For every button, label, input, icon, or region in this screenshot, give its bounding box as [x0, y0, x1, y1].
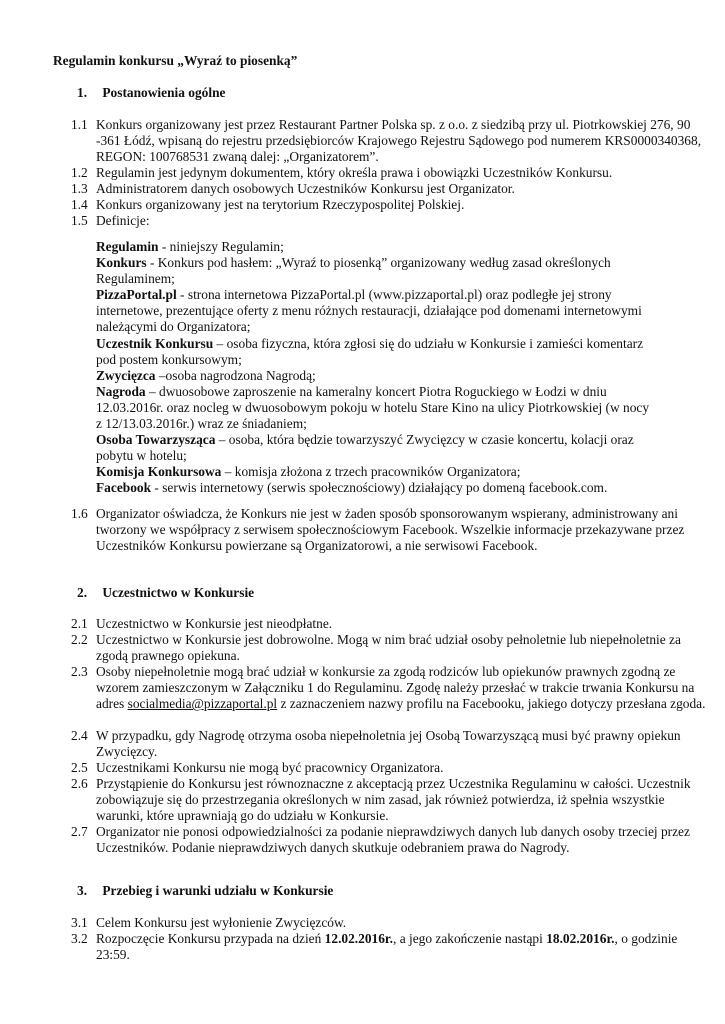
item-number: 1.4 [71, 197, 88, 212]
definition-item [96, 336, 656, 368]
section-3-heading [77, 883, 333, 899]
list-item [71, 117, 711, 165]
item-text [96, 664, 708, 712]
section-1-heading [77, 85, 225, 101]
list-item [71, 632, 711, 664]
definition-item [96, 464, 656, 480]
list-item [71, 197, 711, 213]
item-number: 2.6 [71, 776, 88, 791]
item-text-part: Osoby niepełnoletnie mogą brać udział w konkursie za zgodą rodziców lub opiekunów prawnych zgodną ze wzorem zamieszczonym w Załączniku 1 do Regulaminu. Zgodę należy przesłać w trakcie trwania Konkursu na adres [96, 664, 695, 712]
section-title: Uczestnictwo w Konkursie [102, 585, 255, 600]
list-item [71, 728, 711, 760]
item-text-part: , o godzinie 23:59. [96, 931, 678, 963]
item-number: 2.7 [71, 824, 88, 839]
definition-text: – komisja złożona z trzech pracowników Organizatora; [221, 464, 521, 480]
section-title: Przebieg i warunki udziału w Konkursie [102, 883, 334, 898]
definition-item [96, 368, 656, 384]
section-number: 1. [77, 85, 88, 100]
definition-item [96, 384, 656, 432]
item-text: Regulamin jest jedynym dokumentem, który określa prawa i obowiązki Uczestników Konkursu. [96, 165, 613, 180]
definition-term: Komisja Konkursowa [96, 464, 222, 480]
definition-text: - strona internetowa PizzaPortal.pl (www.pizzaportal.pl) oraz podległe jej strony internetowe, prezentujące oferty z menu różnych restauracji, działające pod domenami internetowymi należącymi do Organizatora; [96, 287, 642, 335]
item-number: 1.5 [71, 213, 88, 228]
item-text-part: , a jego zakończenie nastąpi [393, 931, 547, 946]
item-number: 1.3 [71, 181, 88, 196]
definition-term: Facebook [96, 480, 152, 496]
item-number: 2.2 [71, 632, 88, 647]
item-number: 2.4 [71, 728, 88, 743]
definition-text: - Konkurs pod hasłem: „Wyraź to piosenką” organizowany według zasad określonych Regulaminem; [96, 255, 611, 287]
item-number: 3.2 [71, 931, 88, 946]
list-item [71, 181, 711, 197]
definition-text: – osoba, która będzie towarzyszyć Zwycięzcy w czasie koncertu, kolacji oraz pobytu w hotelu; [96, 432, 634, 464]
end-date: 18.02.2016r. [546, 931, 615, 946]
list-item [71, 165, 711, 181]
definition-term: Zwycięzca [96, 367, 156, 383]
definition-item [96, 432, 656, 464]
item-text: Uczestnictwo w Konkursie jest nieodpłatne. [96, 616, 333, 631]
definition-item [96, 239, 656, 255]
section-number: 2. [77, 585, 88, 600]
list-item [71, 915, 711, 931]
item-number: 2.1 [71, 616, 88, 631]
section-2-heading [77, 585, 254, 601]
list-item [71, 931, 711, 963]
definition-text: – dwuosobowe zaproszenie na kameralny koncert Piotra Roguckiego w Łodzi w dniu 12.03.2016r. oraz nocleg w dwuosobowym pokoju w hotelu Stare Kino na ulicy Piotrkowskiej (w nocy z 12/13.03.2016r.) wraz ze śniadaniem; [96, 383, 650, 432]
item-text: Organizator oświadcza, że Konkurs nie jest w żaden sposób sponsorowanym wspierany, administrowany ani tworzony we współpracy z serwisem społecznościowym Facebook. Wszelkie informacje przekazywane przez Uczestników Konkursu powierzane są Organizatorowi, a nie serwisowi Facebook. [96, 506, 685, 554]
list-item [71, 616, 711, 632]
item-text-part: Rozpoczęcie Konkursu przypada na dzień [96, 931, 325, 946]
document-title: Regulamin konkursu „Wyraź to piosenką” [53, 53, 298, 68]
item-text: Uczestnictwo w Konkursie jest dobrowolne. Mogą w nim brać udział osoby pełnoletnie lub niepełnoletnie za zgodą prawnego opiekuna. [96, 632, 681, 664]
definitions-list [96, 239, 656, 497]
definition-text: - niniejszy Regulamin; [158, 239, 284, 254]
list-item [71, 506, 711, 554]
item-number: 1.2 [71, 165, 88, 180]
definition-item [96, 287, 656, 335]
definition-term: Konkurs [96, 255, 147, 271]
list-item [71, 664, 711, 712]
definition-item [96, 255, 656, 287]
definition-term: Regulamin [96, 239, 159, 254]
list-item [71, 213, 711, 229]
definition-term: Nagroda [96, 383, 146, 399]
item-text: Konkurs organizowany jest na terytorium Rzeczypospolitej Polskiej. [96, 197, 465, 212]
item-number: 2.3 [71, 664, 88, 679]
section-number: 3. [77, 883, 88, 898]
list-item [71, 824, 711, 856]
section-title: Postanowienia ogólne [102, 85, 226, 100]
list-item [71, 760, 711, 776]
definition-text: - serwis internetowy (serwis społecznościowy) działający po domeną facebook.com. [151, 480, 608, 496]
item-number: 1.6 [71, 506, 88, 521]
definition-text: – osoba fizyczna, która zgłosi się do udziału w Konkursie i zamieści komentarz pod postem konkursowym; [96, 335, 644, 367]
item-text: Przystąpienie do Konkursu jest równoznaczne z akceptacją przez Uczestnika Regulaminu w całości. Uczestnik zobowiązuje się do przestrzegania określonych w nim zasad, jak również potwierdza, iż spełnia wszystkie warunki, które uprawniają go do udziału w Konkursie. [96, 776, 691, 824]
item-number: 3.1 [71, 915, 88, 930]
definition-item [96, 480, 656, 496]
definition-term: Uczestnik Konkursu [96, 335, 214, 351]
item-text [96, 931, 708, 963]
definition-term: PizzaPortal.pl [96, 287, 177, 303]
list-item [71, 776, 711, 824]
start-date: 12.02.2016r. [324, 931, 393, 946]
email-link[interactable]: socialmedia@pizzaportal.pl [127, 696, 278, 712]
item-number: 2.5 [71, 760, 88, 775]
item-text: Definicje: [96, 213, 150, 228]
definition-term: Osoba Towarzysząca [96, 432, 216, 448]
item-text: Administratorem danych osobowych Uczestników Konkursu jest Organizator. [96, 181, 515, 196]
item-text: Konkurs organizowany jest przez Restaurant Partner Polska sp. z o.o. z siedzibą przy ul. Piotrkowskiej 276, 90 -361 Łódź, wpisaną do rejestru przedsiębiorców Krajowego Rejestru Sądowego pod numerem KRS0000340368, REGON: 100768531 zwaną dalej: „Organizatorem”. [96, 117, 702, 165]
item-text: W przypadku, gdy Nagrodę otrzyma osoba niepełnoletnia jej Osobą Towarzyszącą musi być prawny opiekun Zwycięzcy. [96, 728, 681, 760]
item-text: Organizator nie ponosi odpowiedzialności za podanie nieprawdziwych danych lub danych osoby trzeciej przez Uczestników. Podanie nieprawdziwych danych skutkuje odebraniem prawa do Nagrody. [96, 824, 690, 856]
item-text: Celem Konkursu jest wyłonienie Zwycięzców. [96, 915, 347, 930]
item-number: 1.1 [71, 117, 88, 132]
item-text: Uczestnikami Konkursu nie mogą być pracownicy Organizatora. [96, 760, 444, 775]
item-text-part: z zaznaczeniem nazwy profilu na Facebooku, jakiego dotyczy przesłana zgoda. [277, 696, 706, 712]
definition-text: –osoba nagrodzona Nagrodą; [155, 367, 316, 383]
